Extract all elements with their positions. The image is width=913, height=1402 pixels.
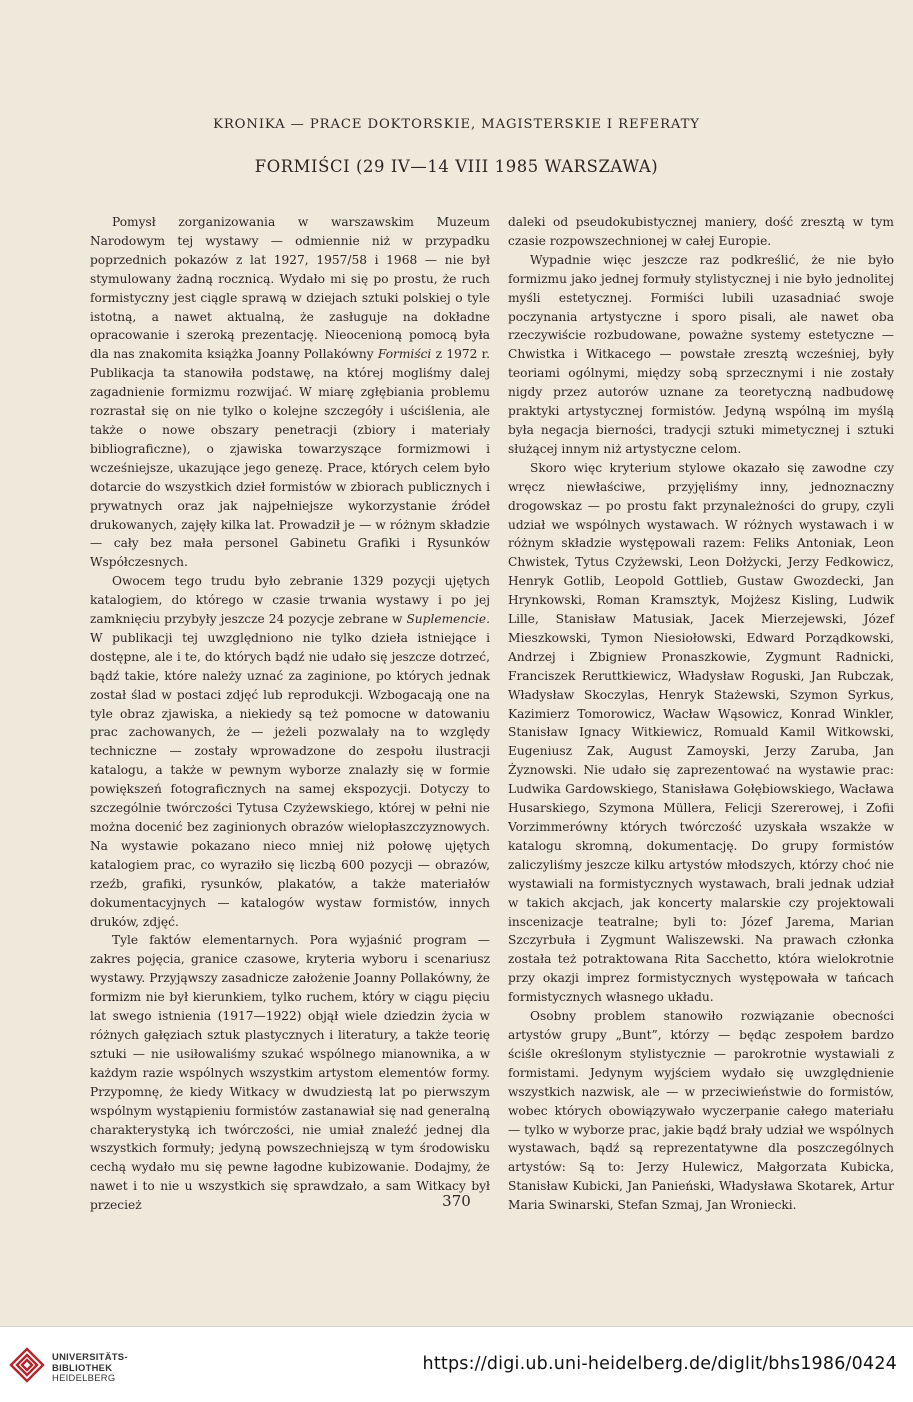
paragraph: Owocem tego trudu było zebranie 1329 pozycji ujętych katalogiem, do którego w czasie trwania wystawy i po jej zamknięciu przybyły jeszcze 24 pozycje zebrane w Suplemencie. W publikacji tej uwzględniono nie tylko dzieła istniejące i dostępne, ale i te, do których bądź nie udało się jeszcze dotrzeć, bądź takie, które należy uznać za zaginione, po których jednak został ślad w postaci zdjęć lub reprodukcji. Wzbogacają one na tyle obraz zjawiska, a niekiedy są też pomocne w datowaniu prac zachowanych, że — jeżeli pozwalały na to względy techniczne — zostały wprowadzone do zespołu ilustracji katalogu, a także w pewnym wyborze znalazły się w formie powiększeń fotograficznych na samej ekspozycji. Dotyczy to szczególnie twórczości Tytusa Czyżewskiego, której w pełni nie można docenić bez zaginionych obrazów wielopłaszczyznowych. Na wystawie pokazano nieco mniej niż połowę ujętych katalogiem prac, co wyraziło się liczbą 600 pozycji — obrazów, rzeźb, grafiki, rysunków, plakatów, a także materiałów dokumentacyjnych — katalogów wystaw formistów, innych druków, zdjęć. bbox=[90, 574, 490, 929]
book-title: Formiści bbox=[377, 347, 432, 362]
paragraph: Wypadnie więc jeszcze raz podkreślić, że nie było formizmu jako jednej formuły stylistycznej i nie było jednolitej myśli estetycznej. Formiści lubili uzasadniać swoje poczynania artystyczne i sporo pisali, ale nawet oba rzeczywiście rozbudowane, poważne systemy estetyczne — Chwistka i Witkacego — powstałe zresztą wcześniej, były teoriami ogólnymi, między sobą sprzecznymi i nie zostały nigdy przez autorów uznane za teoretyczną nadbudowę praktyki artystycznej formistów. Jedyną wspólną im myślą była negacja bierności, tradycji sztuki mimetycznej i sztuki służącej innym niż artystyczne celom. bbox=[508, 252, 894, 456]
paragraph: Pomysł zorganizowania w warszawskim Muzeum Narodowym tej wystawy — odmiennie niż w przypadku poprzednich pokazów z lat 1927, 1957/58 i 1968 — nie był stymulowany żadną rocznicą. Wydało mi się po prostu, że ruch formistyczny jest ciągle sprawą w dziejach sztuki polskiej o tyle istotną, a nawet aktualną, że zasługuje na dokładne opracowanie i szeroką prezentację. Nieocenioną pomocą była dla nas znakomita książka Joanny Pollakówny Formiści z 1972 r. Publikacja ta stanowiła podstawę, na której mogliśmy dalej zagadnienie formizmu rozwijać. W miarę zgłębiania problemu rozrastał się on nie tylko o kolejne szczegóły i uściślenia, ale także o nowe obszary penetracji (zbiory i materiały bibliograficzne), o zjawiska towarzyszące formizmowi i wcześniejsze, ukazujące jego genezę. Prace, których celem było dotarcie do wszystkich dzieł formistów w zbiorach publicznych i prywatnych oraz jak najpełniejsze wykorzystanie źródeł drukowanych, zajęły kilka lat. Prowadził je — w różnym składzie — cały bez mała personel Gabinetu Grafiki i Rysunków Współczesnych. bbox=[90, 215, 490, 570]
left-column bbox=[90, 213, 490, 1215]
heidelberg-library-logo-icon[interactable] bbox=[9, 1347, 45, 1383]
supplement-title: Suplemencie. bbox=[406, 612, 490, 627]
permalink-url[interactable]: https://digi.ub.uni-heidelberg.de/diglit/bhs1986/0424 bbox=[422, 1354, 897, 1374]
section-header: KRONIKA — PRACE DOKTORSKIE, MAGISTERSKIE I REFERATY bbox=[213, 117, 700, 132]
article-title: FORMIŚCI (29 IV—14 VIII 1985 WARSZAWA) bbox=[254, 157, 659, 176]
paragraph: Skoro więc kryterium stylowe okazało się zawodne czy wręcz niewłaściwe, przyjęliśmy inny, jednoznaczny drogowskaz — po prostu fakt przynależności do grupy, czyli udział we wspólnych wystawach. W różnych wystawach i w różnym składzie występowali razem: Feliks Antoniak, Leon Chwistek, Tytus Czyżewski, Leon Dołżycki, Jerzy Fedkowicz, Henryk Gotlib, Leopold Gottlieb, Gustaw Gwozdecki, Jan Hrynkowski, Roman Kramsztyk, Mojżesz Kisling, Ludwik Lille, Stanisław Matusiak, Jacek Mierzejewski, Józef Mieszkowski, Tymon Niesiołowski, Edward Porządkowski, Andrzej i Zbigniew Pronaszkowie, Zygmunt Radnicki, Franciszek Reruttkiewicz, Władysław Roguski, Jan Rubczak, Władysław Skoczylas, Henryk Stażewski, Szymon Syrkus, Kazimierz Tomorowicz, Wacław Wąsowicz, Konrad Winkler, Stanisław Ignacy Witkiewicz, Romuald Kamil Witkowski, Eugeniusz Zak, August Zamoyski, Jerzy Zaruba, Jan Żyznowski. Nie udało się zaprezentować na wystawie prac: Ludwika Gardowskiego, Stanisława Gołębiowskiego, Wacława Husarskiego, Szymona Müllera, Felicji Szererowej, i Zofii Vorzimmerówny których twórczość uzyskała wszakże w katalogu skromną, dokumentację. Do grupy formistów zaliczyliśmy jeszcze kilku artystów młodszych, którzy choć nie wystawiali na formistycznych wystawach, brali jednak udział w takich akcjach, jak koncerty malarskie czy projektowali inscenizacje teatralne; byli to: Józef Jarema, Marian Szczyrbuła i Zygmunt Waliszewski. Na prawach członka została też potraktowana Rita Sacchetto, która wielokrotnie przy okazji imprez formistycznych występowała w tańcach formistycznych własnego układu. bbox=[508, 460, 894, 1005]
paragraph: Tyle faktów elementarnych. Pora wyjaśnić program — zakres pojęcia, granice czasowe, kryteria wyboru i scenariusz wystawy. Przyjąwszy zasadnicze założenie Joanny Pollakówny, że formizm nie był kierunkiem, tylko ruchem, który w ciągu pięciu lat swego istnienia (1917—1922) objął wiele dziedzin życia w różnych gałęziach sztuk plastycznych i literatury, a także teorię sztuki — nie usiłowaliśmy szukać wspólnego mianownika, a w każdym razie wspólnych wszystkim artystom elementów formy. Przypomnę, że kiedy Witkacy w dwudziestą lat po pierwszym wspólnym wystąpieniu formistów zastanawiał się nad generalną charakterystyką ich twórczości, nie umiał znaleźć jednej dla wszystkich formuły; jedyną powszechniejszą w tym środowisku cechą wydało mu się pewne łagodne kubizowanie. Dodajmy, że nawet i to nie u wszystkich się sprawdzało, a sam Witkacy był przecież bbox=[90, 933, 490, 1213]
right-column bbox=[508, 213, 894, 1215]
paragraph: Osobny problem stanowiło rozwiązanie obecności artystów grupy „Bunt”, którzy — będąc zespołem bardzo ściśle określonym stylistycznie — parokrotnie wystawiali z formistami. Jedynym wyjściem wydało się uwzględnienie wszystkich nazwisk, ale — w przeciwieństwie do formistów, wobec których obowiązywało wyczerpanie całego materiału — tylko w wyborze prac, jakie bądź brały udział we wspólnych wystawach, bądź są reprezentatywne dla poszczególnych artystów: Są to: Jerzy Hulewicz, Małgorzata Kubicka, Stanisław Kubicki, Jan Panieński, Władysława Skotarek, Artur Maria Swinarski, Stefan Szmaj, Jan Wroniecki. bbox=[508, 1009, 894, 1213]
viewer-footer bbox=[0, 1326, 913, 1402]
paragraph-continuation: daleki od pseudokubistycznej maniery, dość zresztą w tym czasie rozpowszechnionej w całej Europie. bbox=[508, 215, 894, 248]
page-number: 370 bbox=[442, 1192, 471, 1210]
institution-name: UNIVERSITÄTS- BIBLIOTHEK HEIDELBERG bbox=[52, 1351, 128, 1384]
